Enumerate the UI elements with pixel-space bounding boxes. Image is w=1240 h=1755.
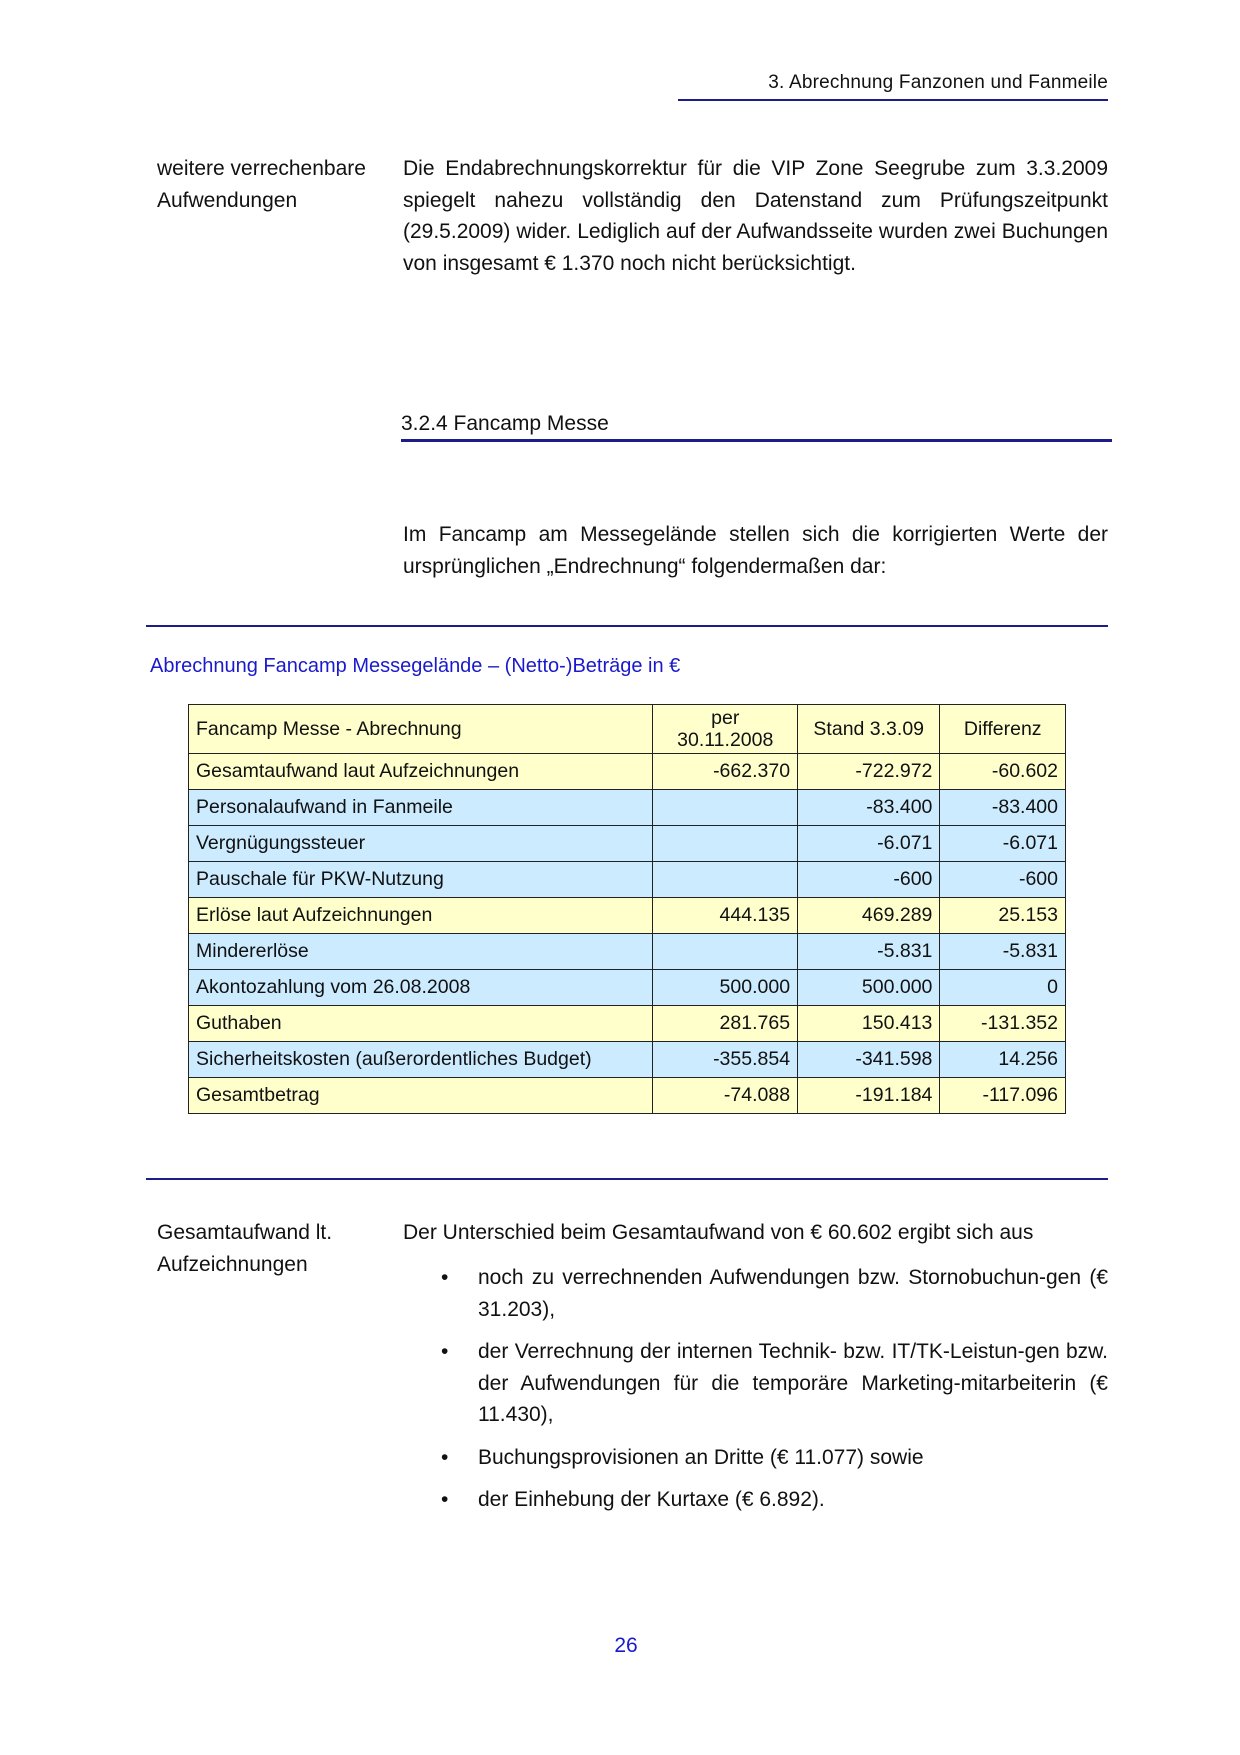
row-diff: 25.153 [940, 898, 1066, 934]
row-per [653, 862, 798, 898]
row-diff: -117.096 [940, 1078, 1066, 1114]
table-row [189, 1042, 1066, 1078]
row-label: Pauschale für PKW-Nutzung [189, 862, 653, 898]
row-stand: -191.184 [798, 1078, 940, 1114]
row-label: Personalaufwand in Fanmeile [189, 790, 653, 826]
row-per [653, 934, 798, 970]
row-stand: -722.972 [798, 754, 940, 790]
row-per [653, 826, 798, 862]
row-stand: 500.000 [798, 970, 940, 1006]
row-diff: 14.256 [940, 1042, 1066, 1078]
side-label-gesamtaufwand [157, 1217, 397, 1280]
row-diff: -6.071 [940, 826, 1066, 862]
vip-paragraph: Die Endabrechnungskorrektur für die VIP Zone Seegrube zum 3.3.2009 spiegelt nahezu vollständig den Datenstand zum Prüfungszeitpunkt (29.5.2009) wider. Lediglich auf der Aufwandsseite wurden zwei Buchungen von insgesamt € 1.370 noch nicht berücksichtigt. [403, 157, 1108, 275]
bullet-item [403, 1442, 1108, 1474]
fancamp-intro-block [403, 519, 1108, 582]
header-per-line2: 30.11.2008 [677, 729, 774, 751]
header-per-line1: per [711, 707, 740, 729]
header-cell-stand: Stand 3.3.09 [798, 705, 940, 754]
table-caption: Abrechnung Fancamp Messegelände – (Netto-)Beträge in € [150, 655, 681, 677]
row-label: Mindererlöse [189, 934, 653, 970]
side-label-line: Gesamtaufwand lt. [157, 1221, 333, 1244]
bullet-text: Buchungsprovisionen an Dritte (€ 11.077) sowie [478, 1445, 924, 1469]
side-label-line: weitere verrechenbare [157, 157, 366, 180]
table-row [189, 862, 1066, 898]
table-header-row [189, 705, 1066, 754]
bullet-icon: • [441, 1266, 449, 1289]
table-bottom-rule [146, 1178, 1108, 1180]
vip-paragraph-block [403, 153, 1108, 279]
row-per: -74.088 [653, 1078, 798, 1114]
table-row [189, 1006, 1066, 1042]
gesamtaufwand-bullet-list [403, 1262, 1108, 1527]
table-row [189, 826, 1066, 862]
row-label: Guthaben [189, 1006, 653, 1042]
row-diff: 0 [940, 970, 1066, 1006]
row-label: Akontozahlung vom 26.08.2008 [189, 970, 653, 1006]
row-diff: -60.602 [940, 754, 1066, 790]
table-top-rule [146, 625, 1108, 627]
page-number: 26 [614, 1634, 638, 1657]
row-per: -662.370 [653, 754, 798, 790]
table-row [189, 934, 1066, 970]
row-label: Vergnügungssteuer [189, 826, 653, 862]
row-label: Sicherheitskosten (außerordentliches Budget) [189, 1042, 653, 1078]
bullet-icon: • [441, 1445, 449, 1469]
row-diff: -600 [940, 862, 1066, 898]
row-per [653, 790, 798, 826]
row-diff: -83.400 [940, 790, 1066, 826]
row-per: 281.765 [653, 1006, 798, 1042]
row-per: -355.854 [653, 1042, 798, 1078]
row-stand: -600 [798, 862, 940, 898]
bullet-icon: • [441, 1340, 449, 1363]
row-label: Gesamtaufwand laut Aufzeichnungen [189, 754, 653, 790]
fancamp-intro: Im Fancamp am Messegelände stellen sich die korrigierten Werte der ursprünglichen „Endrechnung“ folgendermaßen dar: [403, 523, 1108, 578]
row-label: Erlöse laut Aufzeichnungen [189, 898, 653, 934]
table-row [189, 754, 1066, 790]
row-per: 500.000 [653, 970, 798, 1006]
side-label-line: Aufwendungen [157, 188, 298, 212]
table-row [189, 1078, 1066, 1114]
row-stand: 469.289 [798, 898, 940, 934]
header-cell-title: Fancamp Messe - Abrechnung [189, 705, 653, 754]
row-diff: -5.831 [940, 934, 1066, 970]
section-heading: 3.2.4 Fancamp Messe [401, 412, 609, 435]
side-label-line: Aufzeichnungen [157, 1252, 308, 1276]
bullet-item [403, 1262, 1108, 1325]
row-stand: -6.071 [798, 826, 940, 862]
bullet-text: noch zu verrechnenden Aufwendungen bzw. Stornobuchun-gen (€ 31.203), [478, 1266, 1108, 1321]
row-diff: -131.352 [940, 1006, 1066, 1042]
row-stand: -341.598 [798, 1042, 940, 1078]
bullet-item [403, 1484, 1108, 1516]
running-header-rule [678, 99, 1108, 101]
row-stand: -5.831 [798, 934, 940, 970]
bullet-text: der Verrechnung der internen Technik- bzw. IT/TK-Leistun-gen bzw. der Aufwendungen für die temporäre Marketing-mitarbeiterin (€ 11.430), [478, 1340, 1108, 1426]
gesamtaufwand-lead: Der Unterschied beim Gesamtaufwand von € 60.602 ergibt sich aus [403, 1221, 1034, 1244]
bullet-icon: • [441, 1488, 449, 1511]
fancamp-table [188, 704, 1066, 1114]
bullet-item [403, 1336, 1108, 1431]
row-stand: 150.413 [798, 1006, 940, 1042]
table-row [189, 970, 1066, 1006]
header-cell-differenz: Differenz [940, 705, 1066, 754]
header-cell-per [653, 705, 798, 754]
row-label: Gesamtbetrag [189, 1078, 653, 1114]
running-header: 3. Abrechnung Fanzonen und Fanmeile [768, 72, 1108, 93]
row-stand: -83.400 [798, 790, 940, 826]
section-heading-rule [401, 439, 1112, 442]
row-per: 444.135 [653, 898, 798, 934]
table-row [189, 790, 1066, 826]
table-row [189, 898, 1066, 934]
side-label-vip [157, 153, 397, 216]
bullet-text: der Einhebung der Kurtaxe (€ 6.892). [478, 1488, 825, 1511]
